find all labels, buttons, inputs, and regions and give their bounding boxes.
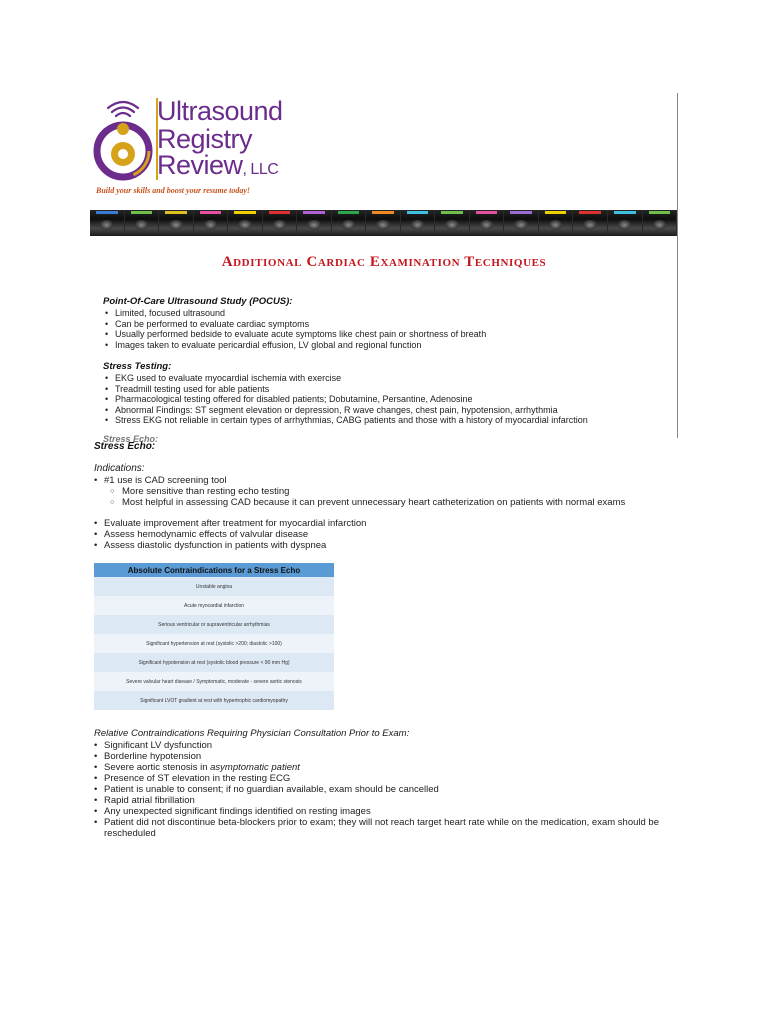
ultrasound-image: [618, 220, 631, 230]
table-row: [94, 634, 334, 653]
strip-color-bar: [96, 211, 118, 214]
indications-more-list: [92, 518, 732, 551]
strip-color-bar: [649, 211, 671, 214]
list-item: • Patient is unable to consent; if no guardian available, exam should be cancelled: [92, 784, 682, 795]
strip-color-bar: [372, 211, 394, 214]
list-item: • Any unexpected significant findings identified on resting images: [92, 806, 682, 817]
table-cell: Significant hypertension at rest (systolic >200; diastolic >100): [94, 634, 334, 653]
ultrasound-image: [549, 220, 562, 230]
strip-color-bar: [303, 211, 325, 214]
cut-off-text: Stress Echo:: [103, 434, 159, 444]
ultrasound-image-strip: [90, 210, 677, 236]
list-item: • Stress EKG not reliable in certain types of arrhythmias, CABG patients and those with a history of myocardial infarction: [103, 415, 673, 426]
list-item: ○ Most helpful in assessing CAD because it can prevent unnecessary heart catheterization on patients with normal exams: [92, 497, 732, 508]
ultrasound-image: [169, 220, 182, 230]
list-item: ○ More sensitive than resting echo testing: [92, 486, 732, 497]
ultrasound-image: [514, 220, 527, 230]
strip-thumbnail: [228, 210, 263, 236]
table-cell: Unstable angina: [94, 577, 334, 596]
table-row: [94, 615, 334, 634]
list-item: • Usually performed bedside to evaluate acute symptoms like chest pain or shortness of breath: [103, 329, 673, 340]
strip-thumbnail: [608, 210, 643, 236]
list-item: • Can be performed to evaluate cardiac symptoms: [103, 319, 673, 330]
strip-color-bar: [200, 211, 222, 214]
strip-thumbnail: [643, 210, 678, 236]
table-row: [94, 596, 334, 615]
list-item: [92, 762, 682, 773]
ultrasound-image: [238, 220, 251, 230]
page-title: Additional Cardiac Examination Techniques: [221, 254, 547, 270]
table-cell: Serious ventricular or supraventricular arrhythmias: [94, 615, 334, 634]
table-cell: Acute myocardial infarction: [94, 596, 334, 615]
strip-thumbnail: [366, 210, 401, 236]
ultrasound-image: [100, 220, 113, 230]
stress-testing-heading: Stress Testing:: [103, 361, 172, 372]
strip-thumbnail: [90, 210, 125, 236]
brand-review-word: Review: [157, 150, 243, 180]
ultrasound-image: [135, 220, 148, 230]
strip-thumbnail: [263, 210, 298, 236]
list-item: • Significant LV dysfunction: [92, 740, 682, 751]
strip-color-bar: [407, 211, 429, 214]
indications-main: [92, 475, 732, 486]
list-item: • Evaluate improvement after treatment for myocardial infarction: [92, 518, 732, 529]
strip-color-bar: [269, 211, 291, 214]
strip-color-bar: [510, 211, 532, 214]
ultrasound-image: [307, 220, 320, 230]
brand-line-ultrasound: Ultrasound: [157, 96, 283, 126]
list-item: • Assess hemodynamic effects of valvular disease: [92, 529, 732, 540]
strip-thumbnail: [194, 210, 229, 236]
signal-waves-icon: [108, 102, 138, 116]
ultrasound-image: [445, 220, 458, 230]
list-item: • Treadmill testing used for able patients: [103, 384, 673, 395]
strip-thumbnail: [539, 210, 574, 236]
indications-sub: [92, 486, 732, 508]
ultrasound-image: [376, 220, 389, 230]
pocus-list: [103, 308, 673, 350]
pocus-heading: Point-Of-Care Ultrasound Study (POCUS):: [103, 296, 293, 307]
strip-color-bar: [441, 211, 463, 214]
tagline: Build your skills and boost your resume today!: [96, 186, 251, 195]
indications-list: [92, 475, 732, 508]
strip-thumbnail: [401, 210, 436, 236]
strip-color-bar: [476, 211, 498, 214]
aortic-prefix: Severe aortic stenosis in: [104, 762, 211, 773]
strip-thumbnail: [573, 210, 608, 236]
ultrasound-image: [273, 220, 286, 230]
strip-color-bar: [165, 211, 187, 214]
table-row: [94, 577, 334, 596]
strip-color-bar: [614, 211, 636, 214]
strip-thumbnail: [470, 210, 505, 236]
table-cell: Significant LVOT gradient at rest with hypertrophic cardiomyopathy: [94, 691, 334, 710]
relative-contraindications-list: [92, 740, 682, 839]
ultrasound-image: [411, 220, 424, 230]
strip-color-bar: [131, 211, 153, 214]
strip-color-bar: [579, 211, 601, 214]
list-item: • Rapid atrial fibrillation: [92, 795, 682, 806]
list-item: • Presence of ST elevation in the resting ECG: [92, 773, 682, 784]
table-row: [94, 672, 334, 691]
table-cell: Significant hypotension at rest (systolic blood pressure < 90 mm Hg): [94, 653, 334, 672]
strip-thumbnail: [297, 210, 332, 236]
ultrasound-image: [480, 220, 493, 230]
list-item: • Assess diastolic dysfunction in patients with dyspnea: [92, 540, 732, 551]
list-item: • Borderline hypotension: [92, 751, 682, 762]
list-item: • #1 use is CAD screening tool: [92, 475, 732, 486]
relative-contraindications-heading: Relative Contraindications Requiring Physician Consultation Prior to Exam:: [94, 728, 410, 739]
table-header: Absolute Contraindications for a Stress Echo: [94, 563, 334, 577]
ultrasound-image: [653, 220, 666, 230]
list-item: • Abnormal Findings: ST segment elevation or depression, R wave changes, chest pain, hypotension, arrhythmia: [103, 405, 673, 416]
strip-thumbnail: [125, 210, 160, 236]
ultrasound-image: [583, 220, 596, 230]
list-item: • EKG used to evaluate myocardial ischemia with exercise: [103, 373, 673, 384]
ultrasound-image: [342, 220, 355, 230]
indications-heading: Indications:: [94, 463, 145, 474]
stress-testing-list: [103, 373, 673, 426]
strip-thumbnail: [504, 210, 539, 236]
strip-color-bar: [234, 211, 256, 214]
ultrasound-image: [204, 220, 217, 230]
strip-thumbnail: [332, 210, 367, 236]
absolute-contraindications-table: [94, 563, 334, 710]
brand-line-review: [157, 152, 278, 183]
table-cell: Severe valvular heart disease / Symptomatic, moderate - severe aortic stenosis: [94, 672, 334, 691]
table-row: [94, 653, 334, 672]
stress-echo-heading: Stress Echo:: [94, 441, 156, 452]
list-item: • Limited, focused ultrasound: [103, 308, 673, 319]
cut-off-heading: [103, 434, 677, 444]
list-item: • Pharmacological testing offered for disabled patients; Dobutamine, Persantine, Adenosine: [103, 394, 673, 405]
aortic-emphasis: asymptomatic patient: [210, 762, 300, 773]
brand-llc: , LLC: [242, 161, 279, 178]
brand-line-registry: Registry: [157, 124, 253, 154]
list-item: • Images taken to evaluate pericardial effusion, LV global and regional function: [103, 340, 673, 351]
person-ring-icon: [97, 123, 149, 177]
list-item: • Patient did not discontinue beta-blockers prior to exam; they will not reach target heart rate while on the medication, exam should be rescheduled: [92, 817, 682, 839]
strip-color-bar: [338, 211, 360, 214]
strip-thumbnail: [159, 210, 194, 236]
table-row: [94, 691, 334, 710]
strip-thumbnail: [435, 210, 470, 236]
strip-color-bar: [545, 211, 567, 214]
